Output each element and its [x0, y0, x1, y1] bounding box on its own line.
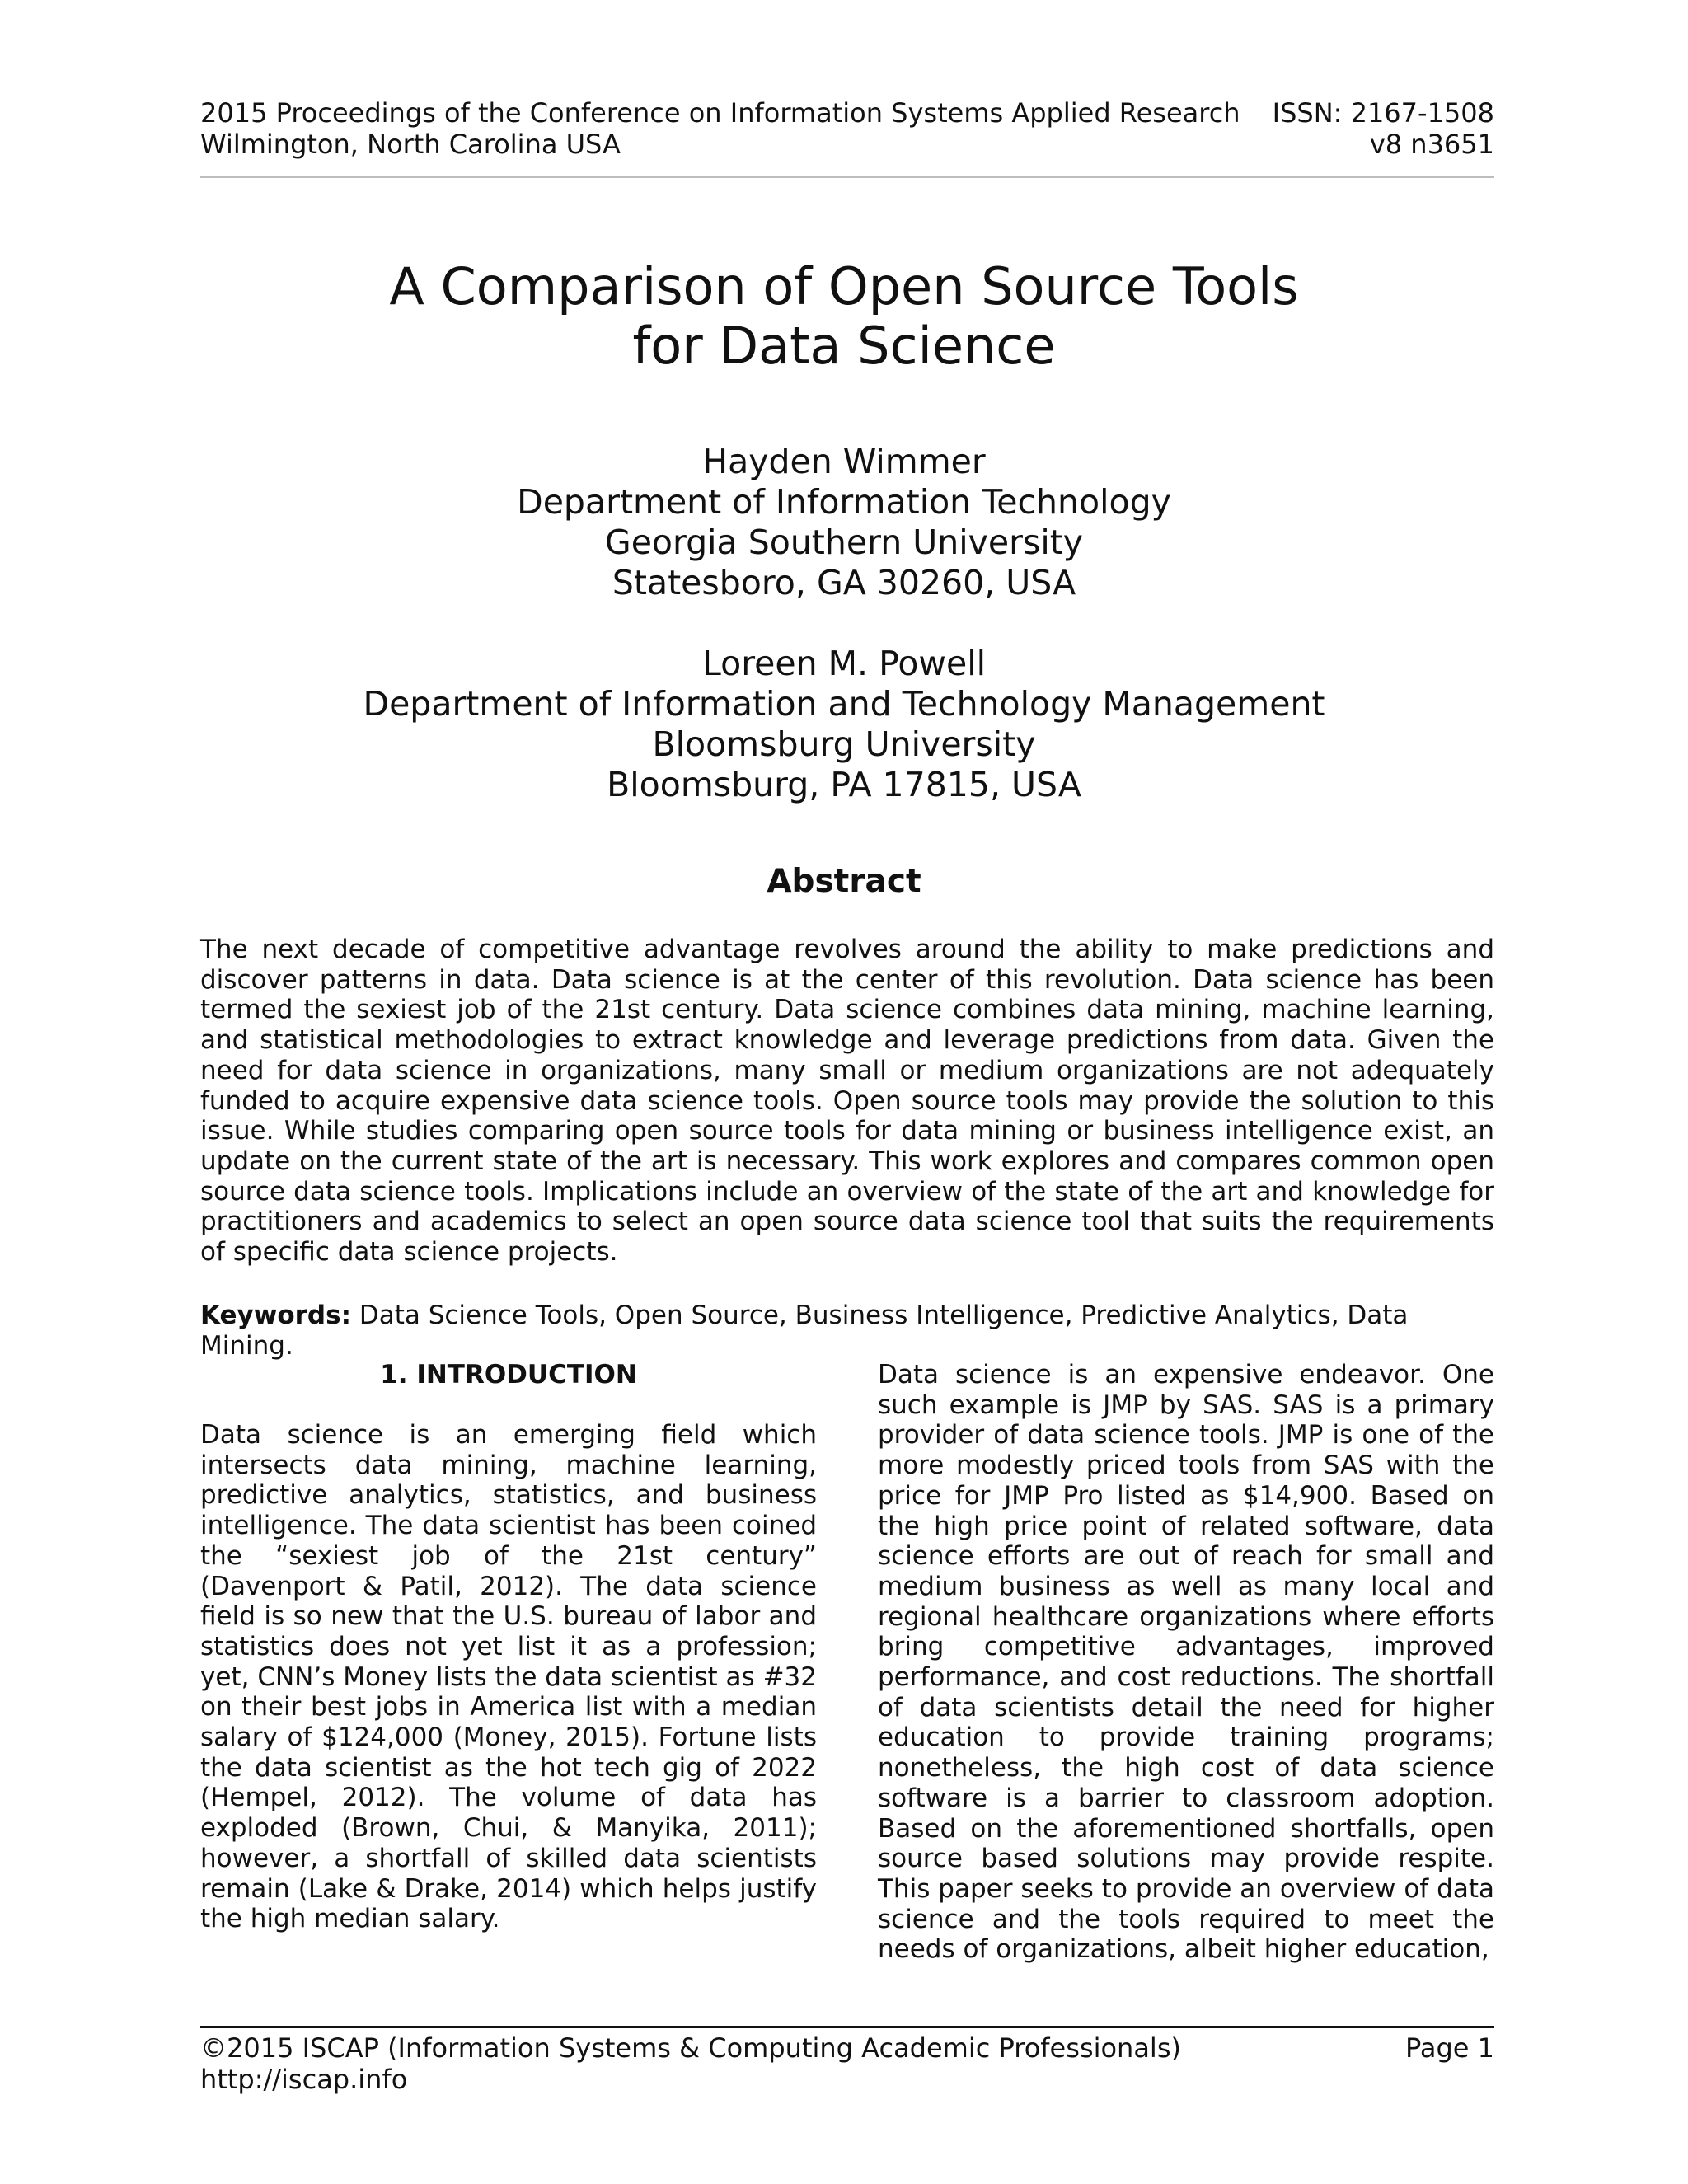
running-header-right [1273, 97, 1494, 160]
author-university: Georgia Southern University [604, 523, 1084, 562]
section-heading-introduction: 1. INTRODUCTION [380, 1360, 637, 1390]
right-column [878, 1360, 1494, 1965]
page-number: Page 1 [1405, 2032, 1494, 2064]
author-location: Statesboro, GA 30260, USA [612, 563, 1076, 602]
issn: ISSN: 2167-1508 [1272, 97, 1494, 129]
author-name: Loreen M. Powell [702, 644, 986, 683]
footer-url[interactable]: http://iscap.info [200, 2064, 408, 2095]
abstract-heading: Abstract [767, 863, 921, 900]
header-divider [200, 176, 1494, 178]
paper-title [0, 257, 1688, 376]
left-column [200, 1360, 817, 1934]
author-location: Bloomsburg, PA 17815, USA [607, 765, 1081, 804]
running-header-left [200, 97, 1240, 160]
paper-title-line1: A Comparison of Open Source Tools [389, 256, 1299, 316]
abstract-text: The next decade of competitive advantage revolves around the ability to make predictions and discover patterns in data. Data science is at the center of this revolution. Data science has been termed the sexiest job of the 21st century. Data science combines data mining, machine learning, and statistical methodologies to extract knowledge and leverage predictions from data. Given the need for data science in organizations, many small or medium organizations are not adequately funded to acquire expensive data science tools. Open source tools may provide the solution to this issue. While studies comparing open source tools for data mining or business intelligence exist, an update on the current state of the art is necessary. This work explores and compares common open source data science tools. Implications include an overview of the state of the art and knowledge for practitioners and academics to select an open source data science tool that suits the requirements of specific data science projects. [200, 935, 1494, 1268]
footer-copyright: ©2015 ISCAP (Information Systems & Computing Academic Professionals) [200, 2032, 1181, 2064]
introduction-paragraph-right: Data science is an expensive endeavor. One such example is JMP by SAS. SAS is a primary provider of data science tools. JMP is one of the more modestly priced tools from SAS with the price for JMP Pro listed as $14,900. Based on the high price point of related software, data science efforts are out of reach for small and medium business as well as many local and regional healthcare organizations where efforts bring competitive advantages, improved performance, and cost reductions. The shortfall of data scientists detail the need for higher education to provide training programs; nonetheless, the high cost of data science software is a barrier to classroom adoption. Based on the aforementioned shortfalls, open source based solutions may provide respite. This paper seeks to provide an overview of data science and the tools required to meet the needs of organizations, albeit higher education, [878, 1360, 1494, 1965]
volume-number: v8 n3651 [1369, 129, 1494, 160]
author-block-1 [0, 442, 1688, 603]
author-department: Department of Information and Technology Management [363, 684, 1325, 724]
author-name: Hayden Wimmer [702, 442, 986, 481]
paper-title-line2: for Data Science [632, 316, 1056, 376]
conference-location: Wilmington, North Carolina USA [200, 129, 621, 160]
conference-name: 2015 Proceedings of the Conference on Information Systems Applied Research [200, 97, 1240, 129]
keywords-list: Data Science Tools, Open Source, Business Intelligence, Predictive Analytics, Data Mining. [200, 1301, 1409, 1361]
author-block-2 [0, 644, 1688, 805]
author-university: Bloomsburg University [652, 724, 1036, 764]
author-department: Department of Information Technology [517, 482, 1171, 522]
keywords [200, 1301, 1494, 1361]
introduction-paragraph-left: Data science is an emerging field which intersects data mining, machine learning, predictive analytics, statistics, and business intelligence. The data scientist has been coined the “sexiest job of the 21st century” (Davenport & Patil, 2012). The data science field is so new that the U.S. bureau of labor and statistics does not yet list it as a profession; yet, CNN’s Money lists the data scientist as #32 on their best jobs in America list with a median salary of $124,000 (Money, 2015). Fortune lists the data scientist as the hot tech gig of 2022 (Hempel, 2012). The volume of data has exploded (Brown, Chui, & Manyika, 2011); however, a shortfall of skilled data scientists remain (Lake & Drake, 2014) which helps justify the high median salary. [200, 1420, 817, 1934]
page-footer [200, 2032, 1494, 2095]
footer-divider [200, 2026, 1494, 2028]
keywords-label: Keywords: [200, 1301, 351, 1330]
